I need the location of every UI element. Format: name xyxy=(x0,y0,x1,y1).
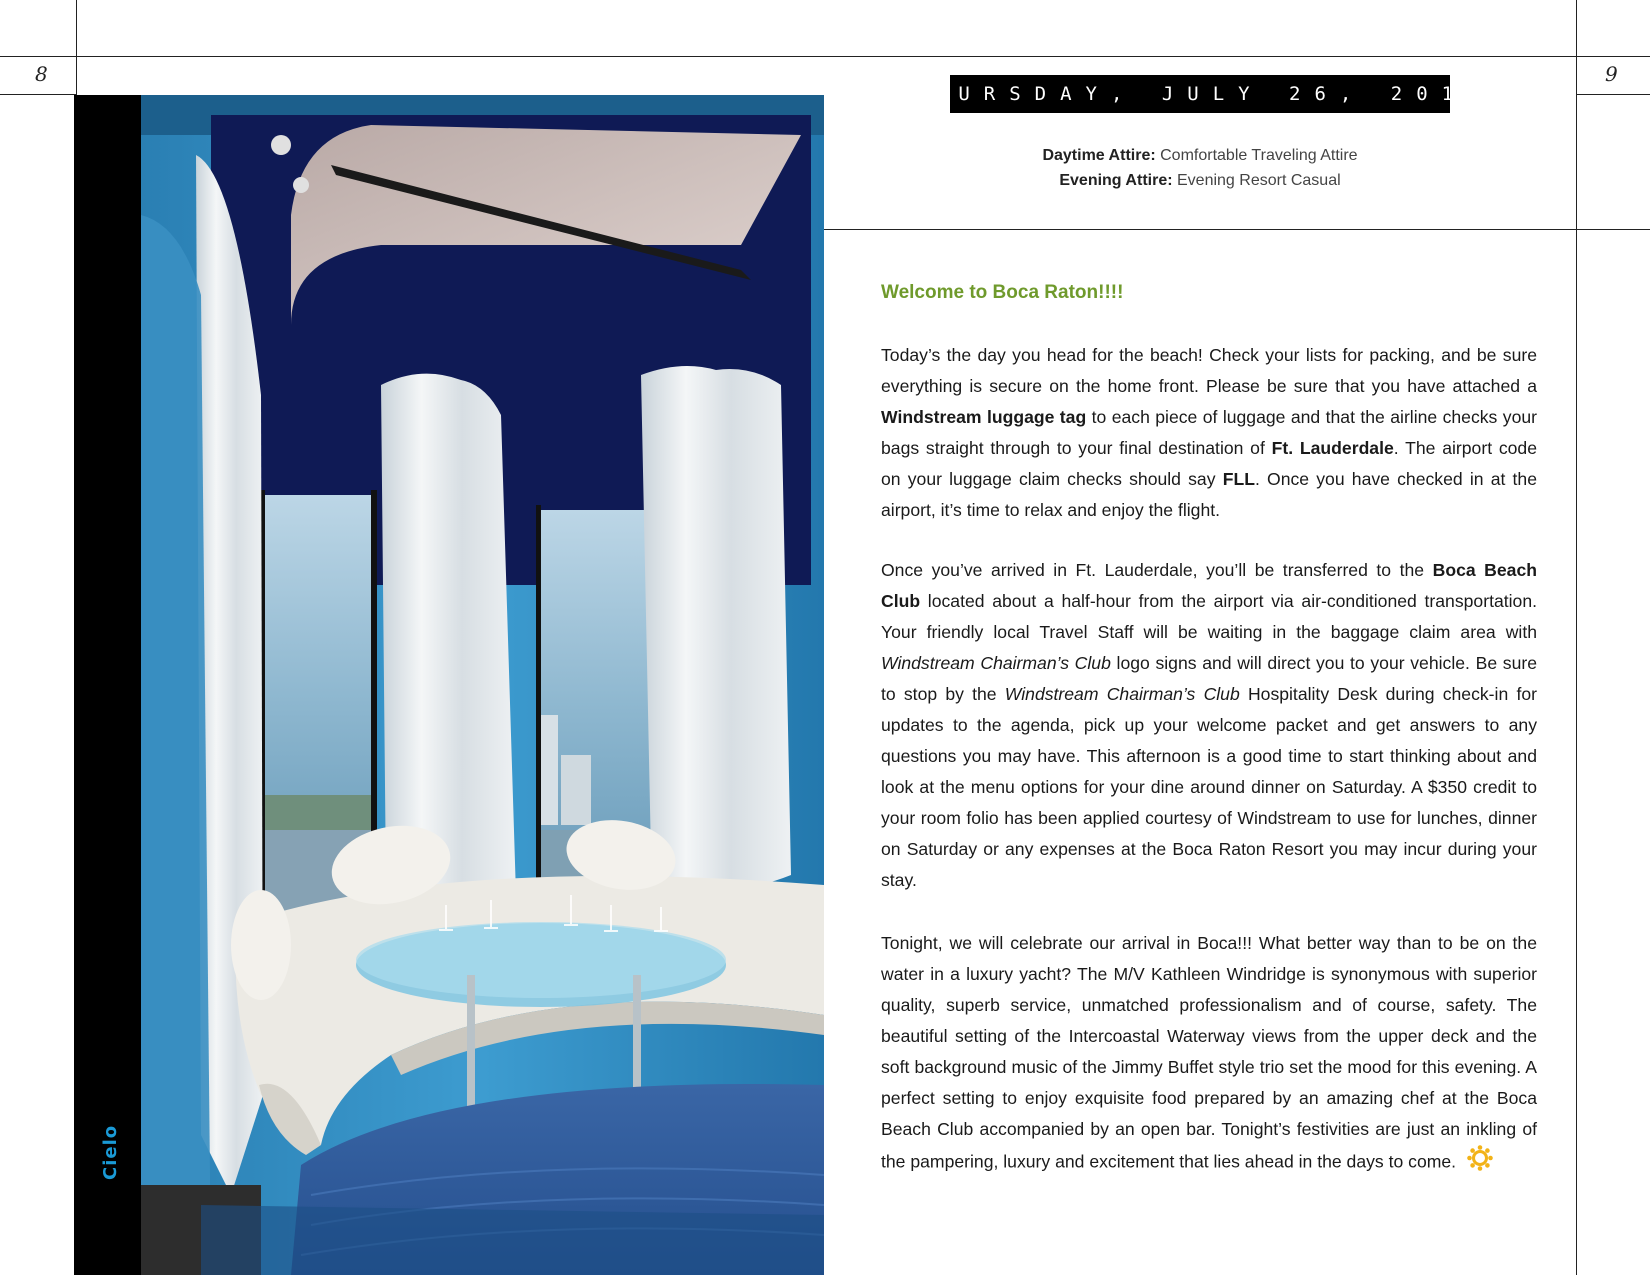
p1-text-1: Today’s the day you head for the beach! Check your lists for packing, and be sure everything is secure on the home front. Please be sure that you have attached a xyxy=(881,345,1537,396)
frame-line-top-right xyxy=(1576,56,1650,57)
page-number-right: 9 xyxy=(1605,62,1618,86)
paragraph-3 xyxy=(881,928,1537,1181)
p2-italic-club-2: Windstream Chairman’s Club xyxy=(1004,684,1240,704)
p2-text-1: Once you’ve arrived in Ft. Lauderdale, you’ll be transferred to the xyxy=(881,560,1433,580)
date-banner: THURSDAY, JULY 26, 2012 xyxy=(950,75,1450,113)
p1-text-2: to each piece of luggage and that the airline checks your bags straight through to your final destination of xyxy=(881,407,1537,458)
daytime-attire-value: Comfortable Traveling Attire xyxy=(1160,147,1358,164)
p2-text-2: located about a half-hour from the airport via air-conditioned transportation. Your friendly local Travel Staff will be waiting in the baggage claim area with xyxy=(881,591,1537,642)
p1-text-4: . Once you have checked in at the airport, it’s time to relax and enjoy the flight. xyxy=(881,469,1538,520)
page-number-left: 8 xyxy=(35,62,48,86)
p2-text-3: logo signs and will direct you to your vehicle. Be sure to stop by the xyxy=(881,653,1537,704)
p1-bold-airport-code: FLL xyxy=(1222,469,1255,489)
daytime-attire xyxy=(900,147,1500,165)
paragraph-1 xyxy=(881,340,1537,526)
frame-line-left xyxy=(76,0,77,95)
paragraph-2 xyxy=(881,555,1537,896)
frame-line-row2-left xyxy=(0,94,76,95)
article-heading: Welcome to Boca Raton!!!! xyxy=(881,282,1124,303)
frame-line-top-left xyxy=(0,56,76,57)
p2-bold-boca-beach-club: Boca Beach Club xyxy=(881,560,1537,611)
sun-ornament-icon xyxy=(1467,1145,1493,1181)
evening-attire xyxy=(900,172,1500,190)
restaurant-photo xyxy=(141,95,824,1275)
p2-italic-club-1: Windstream Chairman’s Club xyxy=(881,653,1111,673)
frame-line-header-bottom xyxy=(824,229,1650,230)
black-spine xyxy=(74,95,141,1275)
frame-line-top xyxy=(76,56,1576,57)
frame-line-right xyxy=(1576,0,1577,1275)
p3-text: Tonight, we will celebrate our arrival in Boca!!! What better way than to be on the water in a luxury yacht? The M/V Kathleen Windridge is synonymous with superior quality, superb service, unmatched professionalism and of course, safety. The beautiful setting of the Intercoastal Waterway views from the upper deck and the soft background music of the Jimmy Buffet style trio set the mood for this evening. A perfect setting to enjoy exquisite food prepared by an amazing chef at the Boca Beach Club accompanied by an open bar. Tonight’s festivities are just an inkling of the pampering, luxury and excitement that lies ahead in the days to come. xyxy=(881,933,1537,1172)
p1-text-3: . The airport code on your luggage claim checks should say xyxy=(881,438,1538,489)
p2-text-4: Hospitality Desk during check-in for updates to the agenda, pick up your welcome packet and get answers to any questions you may have. This afternoon is a good time to start thinking about and look at the menu options for your dine around dinner on Saturday. A $350 credit to your room folio has been applied courtesy of Windstream to use for lunches, dinner on Saturday or any expenses at the Boca Raton Resort you may incur during your stay. xyxy=(881,684,1537,890)
photo-caption: Cielo xyxy=(100,1124,121,1180)
p1-bold-destination: Ft. Lauderdale xyxy=(1271,438,1394,458)
frame-line-row2-right xyxy=(1576,94,1650,95)
evening-attire-value: Evening Resort Casual xyxy=(1177,172,1341,189)
evening-attire-label: Evening Attire: xyxy=(1059,172,1173,189)
p1-bold-luggage-tag: Windstream luggage tag xyxy=(881,407,1087,427)
daytime-attire-label: Daytime Attire: xyxy=(1042,147,1156,164)
